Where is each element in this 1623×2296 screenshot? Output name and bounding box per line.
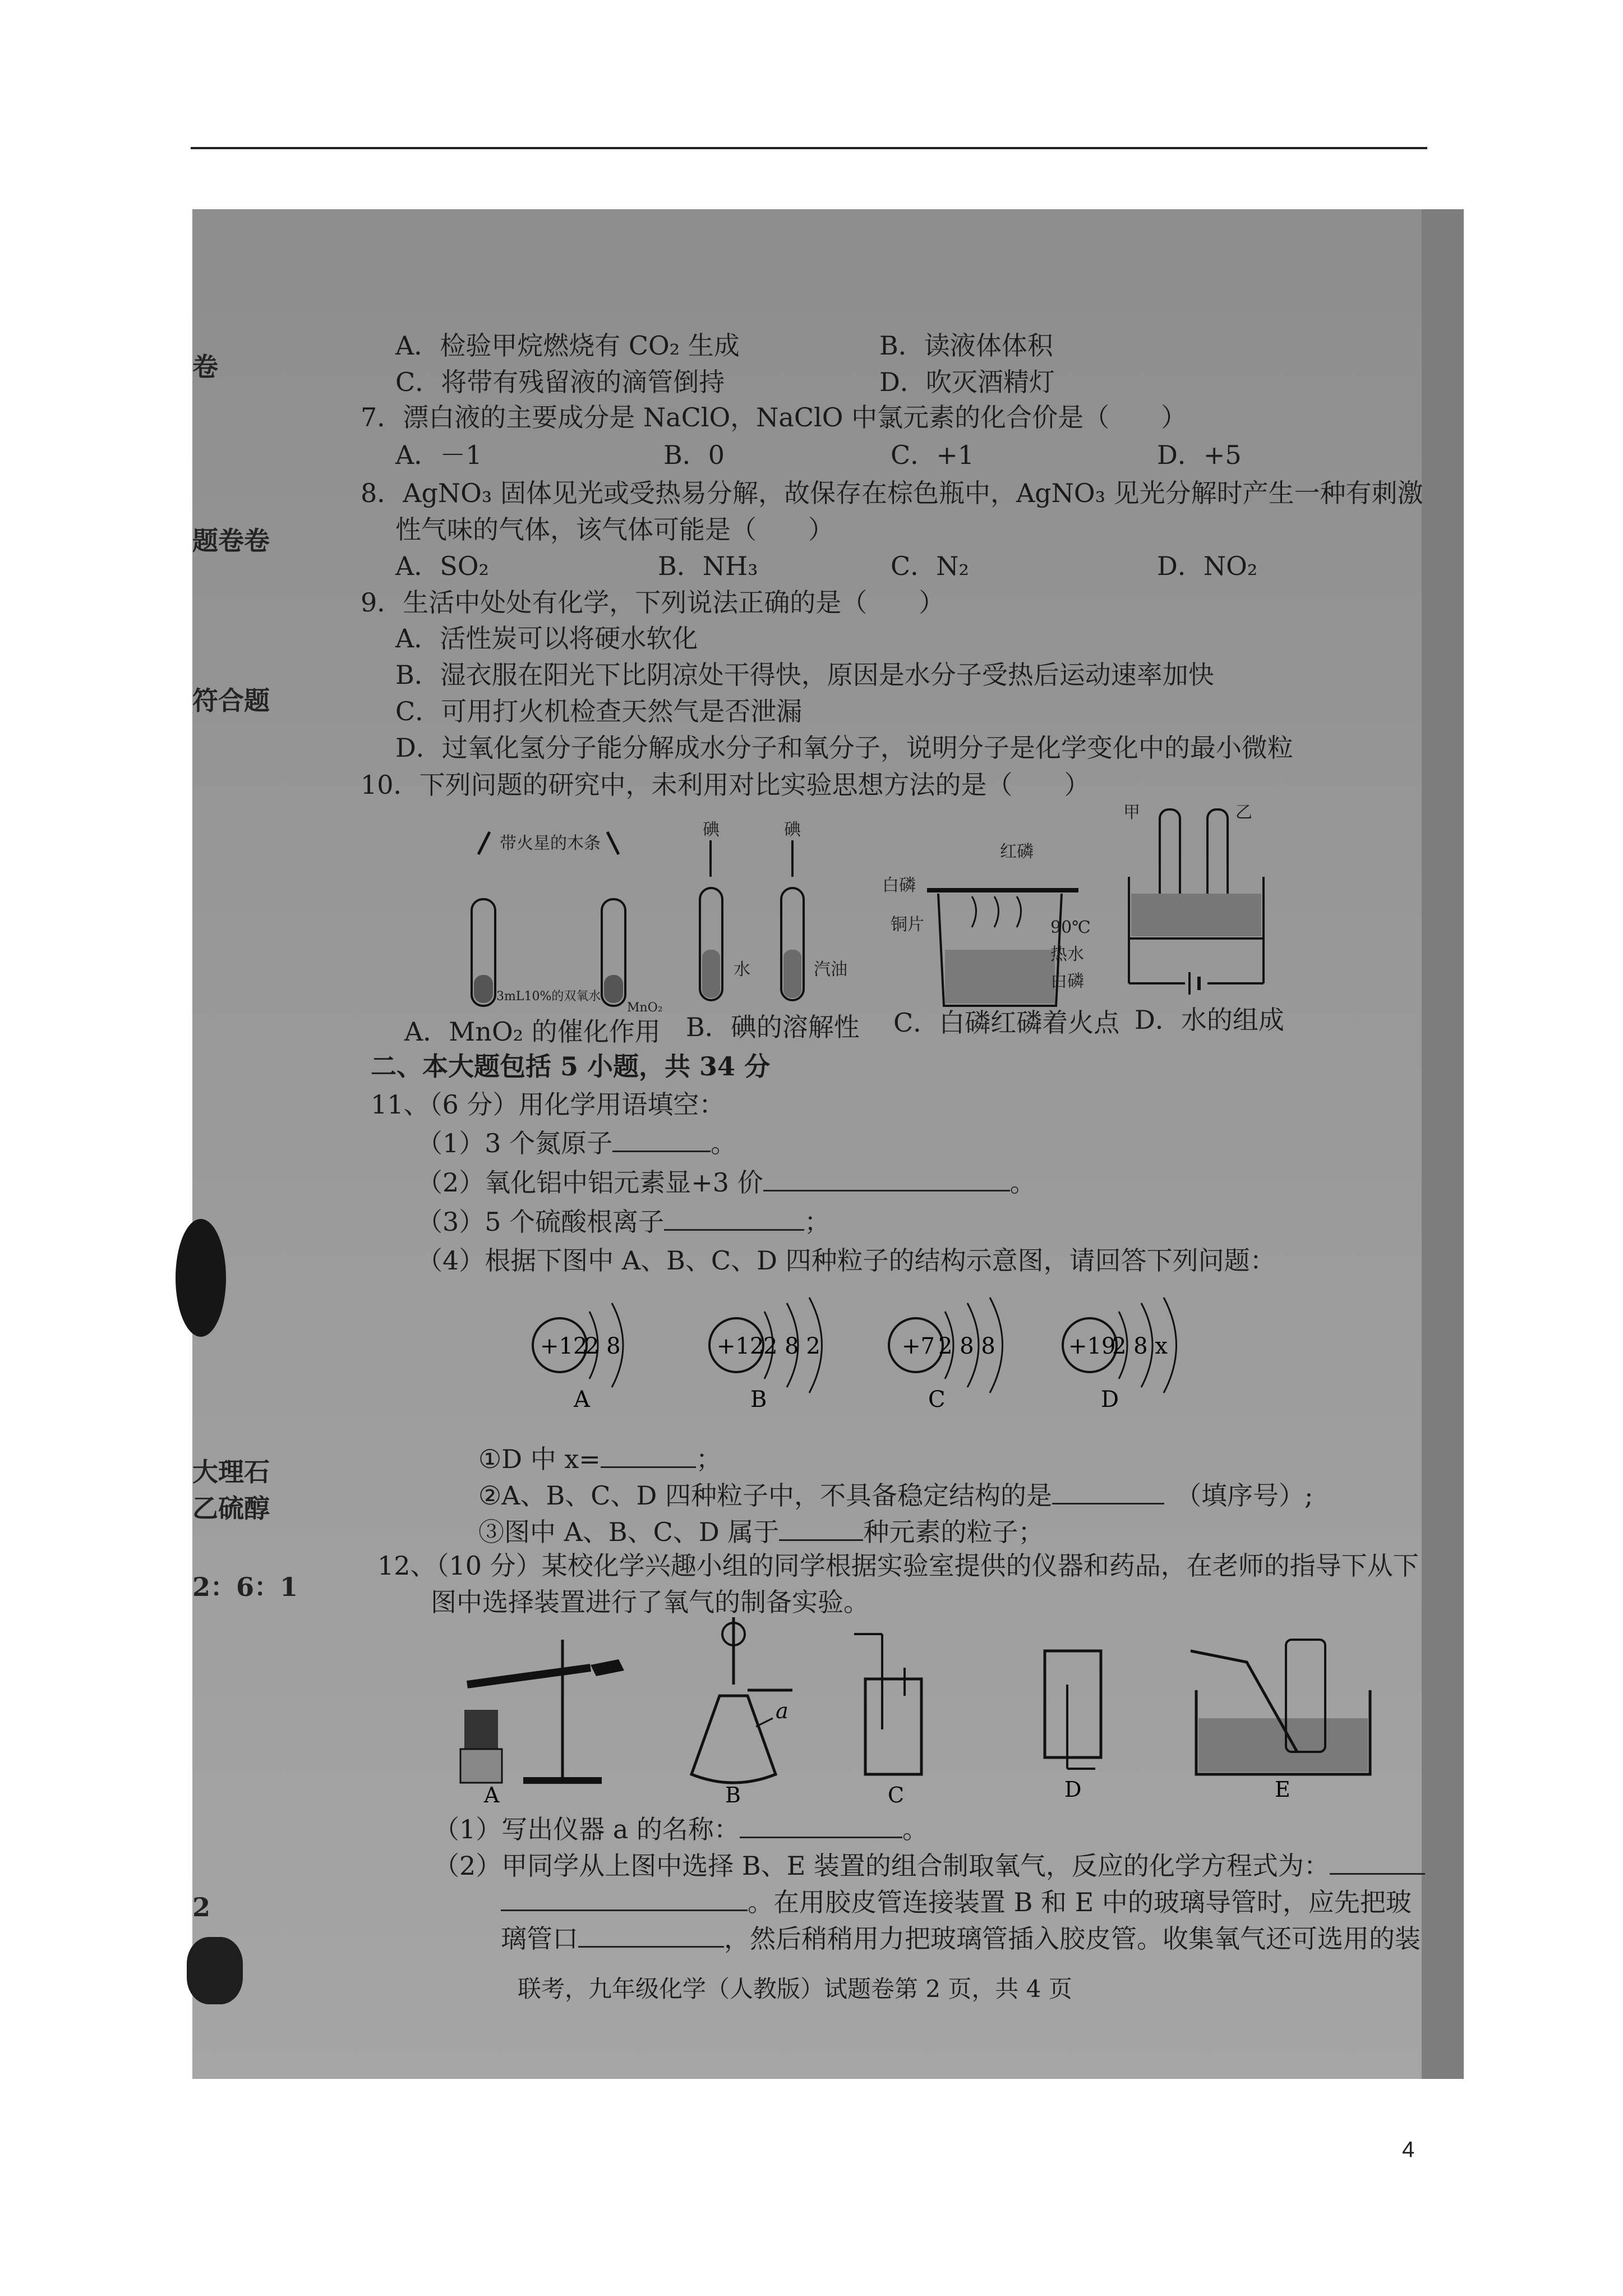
q10-b-iodine-label-2: 碘	[784, 820, 801, 840]
q9-option-d: D．过氧化氢分子能分解成水分子和氧分子，说明分子是化学变化中的最小微粒	[395, 733, 1293, 763]
q10-caption-d: D．水的组成	[1135, 1005, 1284, 1035]
atom-d-nucleus: +19	[1068, 1333, 1116, 1359]
q11-sub2-blank[interactable]	[1052, 1480, 1164, 1504]
q12-part2-blank3[interactable]	[578, 1924, 724, 1948]
q10-caption-c: C．白磷红磷着火点	[893, 1007, 1120, 1038]
q10-c-hot-water-label: 热水	[1050, 945, 1084, 964]
q11-sub1-text: ①D 中 x=	[478, 1444, 601, 1474]
atom-c-nucleus: +7	[902, 1333, 935, 1359]
q11-sub3-blank[interactable]	[779, 1517, 863, 1541]
atom-b-shells: 2 8 2	[763, 1333, 820, 1359]
q8-option-b: B．NH₃	[658, 551, 758, 581]
q12-part2-text3a: 璃管口	[501, 1924, 578, 1954]
scanned-exam-photo	[192, 209, 1464, 2079]
q11-sub2-tail: （填序号）;	[1175, 1480, 1313, 1511]
q11-part2-text: （2）氧化铝中铝元素显+3 价	[417, 1167, 763, 1198]
header-rule	[191, 147, 1427, 149]
q10-c-red-p-label: 红磷	[1000, 842, 1034, 862]
q12-part1-blank[interactable]	[740, 1814, 902, 1838]
q6-option-c: C．将带有残留液的滴管倒持	[395, 367, 725, 397]
q10-diagram-b	[691, 815, 877, 1011]
q12-stem-line2: 图中选择装置进行了氧气的制备实验。	[431, 1587, 869, 1617]
margin-fragment: 2：6：1	[192, 1572, 298, 1602]
q11-sub3-text-a: ③图中 A、B、C、D 属于	[478, 1517, 780, 1547]
q7-option-a: A．－1	[395, 440, 482, 470]
atom-b-nucleus: +12	[717, 1333, 764, 1359]
apparatus-d	[1045, 1651, 1101, 1802]
q10-d-jia-label: 甲	[1123, 803, 1140, 822]
atom-d-label: D	[1101, 1387, 1119, 1412]
q11-part1-blank[interactable]	[612, 1128, 711, 1152]
q12-part2-line2	[501, 1887, 1412, 1918]
q12-part2-text1: （2）甲同学从上图中选择 B、E 装置的组合制取氧气，反应的化学方程式为：	[434, 1851, 1330, 1881]
apparatus-a-marker: a	[776, 1699, 789, 1723]
margin-fragment: 大理石	[192, 1457, 270, 1487]
q10-c-temp-label: 90℃	[1050, 918, 1091, 937]
q10-b-gasoline-label: 汽油	[814, 960, 847, 979]
q6-option-d: D．吹灭酒精灯	[879, 367, 1055, 397]
q10-c-copper-label: 铜片	[891, 915, 924, 935]
margin-fragment: 乙硫醇	[192, 1493, 270, 1524]
q10-stem: 10．下列问题的研究中，未利用对比实验思想方法的是（ ）	[361, 770, 1090, 800]
q12-part2-blank2[interactable]	[501, 1887, 748, 1911]
q12-stem-line1: 12、（10 分）某校化学兴趣小组的同学根据实验室提供的仪器和药品，在老师的指导下从下	[377, 1550, 1419, 1581]
q10-b-water-label: 水	[734, 960, 750, 979]
q11-sub3-text-b: 种元素的粒子；	[863, 1517, 1044, 1547]
q8-option-d: D．NO₂	[1157, 551, 1258, 581]
q11-part3-blank[interactable]	[664, 1207, 804, 1231]
q11-part2: （2）氧化铝中铝元素显+3 价 。	[417, 1167, 1036, 1198]
margin-fragment: 2	[192, 1892, 211, 1922]
ink-blot	[187, 1937, 243, 2004]
atom-c-label: C	[928, 1387, 946, 1412]
q11-part1-text: （1）3 个氮原子	[417, 1128, 613, 1158]
q10-c-white-p-top-label: 白磷	[882, 876, 916, 895]
q10-caption-a: A．MnO₂ 的催化作用	[404, 1016, 661, 1047]
q9-stem: 9．生活中处处有化学，下列说法正确的是（ ）	[361, 587, 945, 618]
q10-diagram-c	[882, 838, 1118, 1011]
atom-d	[1063, 1297, 1177, 1412]
q10-caption-b: B．碘的溶解性	[686, 1012, 860, 1042]
atom-b-label: B	[750, 1387, 767, 1412]
atom-d-shells: 2 8 x	[1112, 1333, 1168, 1359]
q12-part2-text3b: ，然后稍稍用力把玻璃管插入胶皮管。收集氧气还可选用的装	[724, 1924, 1421, 1954]
page-footer: 联考，九年级化学（人教版）试题卷第 2 页，共 4 页	[518, 1975, 1072, 2003]
q10-b-iodine-label: 碘	[703, 820, 720, 840]
apparatus-c	[854, 1634, 921, 1807]
q10-d-yi-label: 乙	[1235, 803, 1252, 822]
q12-part2-blank1[interactable]	[1330, 1851, 1425, 1875]
q11-part4: （4）根据下图中 A、B、C、D 四种粒子的结构示意图，请回答下列问题：	[417, 1245, 1276, 1276]
atom-c-shells: 2 8 8	[938, 1333, 995, 1359]
apparatus-e	[1191, 1640, 1370, 1802]
apparatus-a-label: A	[484, 1783, 500, 1807]
q10-a-stick-label: 带火星的木条	[500, 834, 601, 853]
atom-a-shells: 2 8	[585, 1333, 621, 1359]
atom-a-label: A	[574, 1387, 590, 1412]
margin-fragment: 题卷卷	[192, 526, 270, 556]
q9-option-c: C．可用打火机检查天然气是否泄漏	[395, 696, 803, 726]
q12-apparatus	[450, 1617, 1516, 1808]
q11-part1: （1）3 个氮原子 。	[417, 1128, 737, 1158]
q11-part3: （3）5 个硫酸根离子 ；	[417, 1207, 831, 1237]
q8-option-a: A．SO₂	[395, 551, 489, 581]
atom-b	[709, 1297, 822, 1412]
q9-option-b: B．湿衣服在阳光下比阴凉处干得快，原因是水分子受热后运动速率加快	[395, 660, 1214, 690]
q10-diagram-d	[1118, 798, 1280, 1011]
q12-part2-text2: 。在用胶皮管连接装置 B 和 E 中的玻璃导管时，应先把玻	[748, 1887, 1412, 1917]
q12-part2-line3	[501, 1923, 1421, 1954]
q7-stem: 7．漂白液的主要成分是 NaClO，NaClO 中氯元素的化合价是（ ）	[361, 402, 1187, 432]
q11-part3-text: （3）5 个硫酸根离子	[417, 1207, 665, 1237]
apparatus-c-label: C	[888, 1783, 905, 1807]
margin-fragment: 符合题	[192, 685, 270, 716]
apparatus-e-label: E	[1275, 1777, 1290, 1802]
q11-sub3	[478, 1516, 1044, 1548]
q7-option-c: C．+1	[891, 440, 975, 470]
apparatus-b-label: B	[725, 1783, 741, 1807]
q11-sub2	[478, 1480, 1313, 1511]
atom-c	[889, 1297, 1003, 1412]
section-2-heading: 二、本大题包括 5 小题，共 34 分	[371, 1051, 771, 1082]
q10-c-white-p-bottom-label: 白磷	[1050, 972, 1084, 991]
q8-stem-line1: 8．AgNO₃ 固体见光或受热易分解，故保存在棕色瓶中，AgNO₃ 见光分解时产生一种有刺激	[361, 478, 1423, 508]
q10-diagram-a	[456, 832, 663, 1017]
atom-a	[533, 1303, 623, 1412]
q8-stem-line2: 性气味的气体，该气体可能是（ ）	[395, 514, 834, 545]
q6-option-b: B．读液体体积	[879, 330, 1053, 361]
q8-option-c: C．N₂	[891, 551, 969, 581]
q11-stem: 11、（6 分）用化学用语填空：	[371, 1089, 725, 1120]
apparatus-b	[691, 1617, 792, 1807]
q11-sub1-blank[interactable]	[601, 1444, 696, 1468]
margin-fragment: 卷	[192, 352, 218, 382]
apparatus-d-label: D	[1064, 1777, 1082, 1802]
atom-a-nucleus: +12	[540, 1333, 588, 1359]
q11-sub2-text: ②A、B、C、D 四种粒子中，不具备稳定结构的是	[478, 1480, 1052, 1511]
q7-option-d: D．+5	[1157, 440, 1242, 470]
q11-sub1: ①D 中 x= ；	[478, 1444, 722, 1474]
q11-atom-diagrams	[529, 1286, 1314, 1432]
q9-option-a: A．活性炭可以将硬水软化	[395, 623, 698, 654]
q11-part2-blank[interactable]	[763, 1167, 1010, 1191]
page-number: 4	[1402, 2137, 1415, 2162]
q7-option-b: B．0	[663, 440, 725, 470]
apparatus-a	[460, 1640, 624, 1807]
q12-part1-text: （1）写出仪器 a 的名称：	[434, 1814, 740, 1844]
q10-a-liquid-label: 3mL10%的双氧水	[496, 990, 601, 1004]
q12-part1: （1）写出仪器 a 的名称： 。	[434, 1814, 928, 1844]
binding-hole	[176, 1219, 226, 1337]
q12-part2-line1	[434, 1850, 1425, 1881]
q10-a-mno2-label: MnO₂	[627, 1001, 663, 1015]
q6-option-a: A．检验甲烷燃烧有 CO₂ 生成	[395, 330, 740, 361]
